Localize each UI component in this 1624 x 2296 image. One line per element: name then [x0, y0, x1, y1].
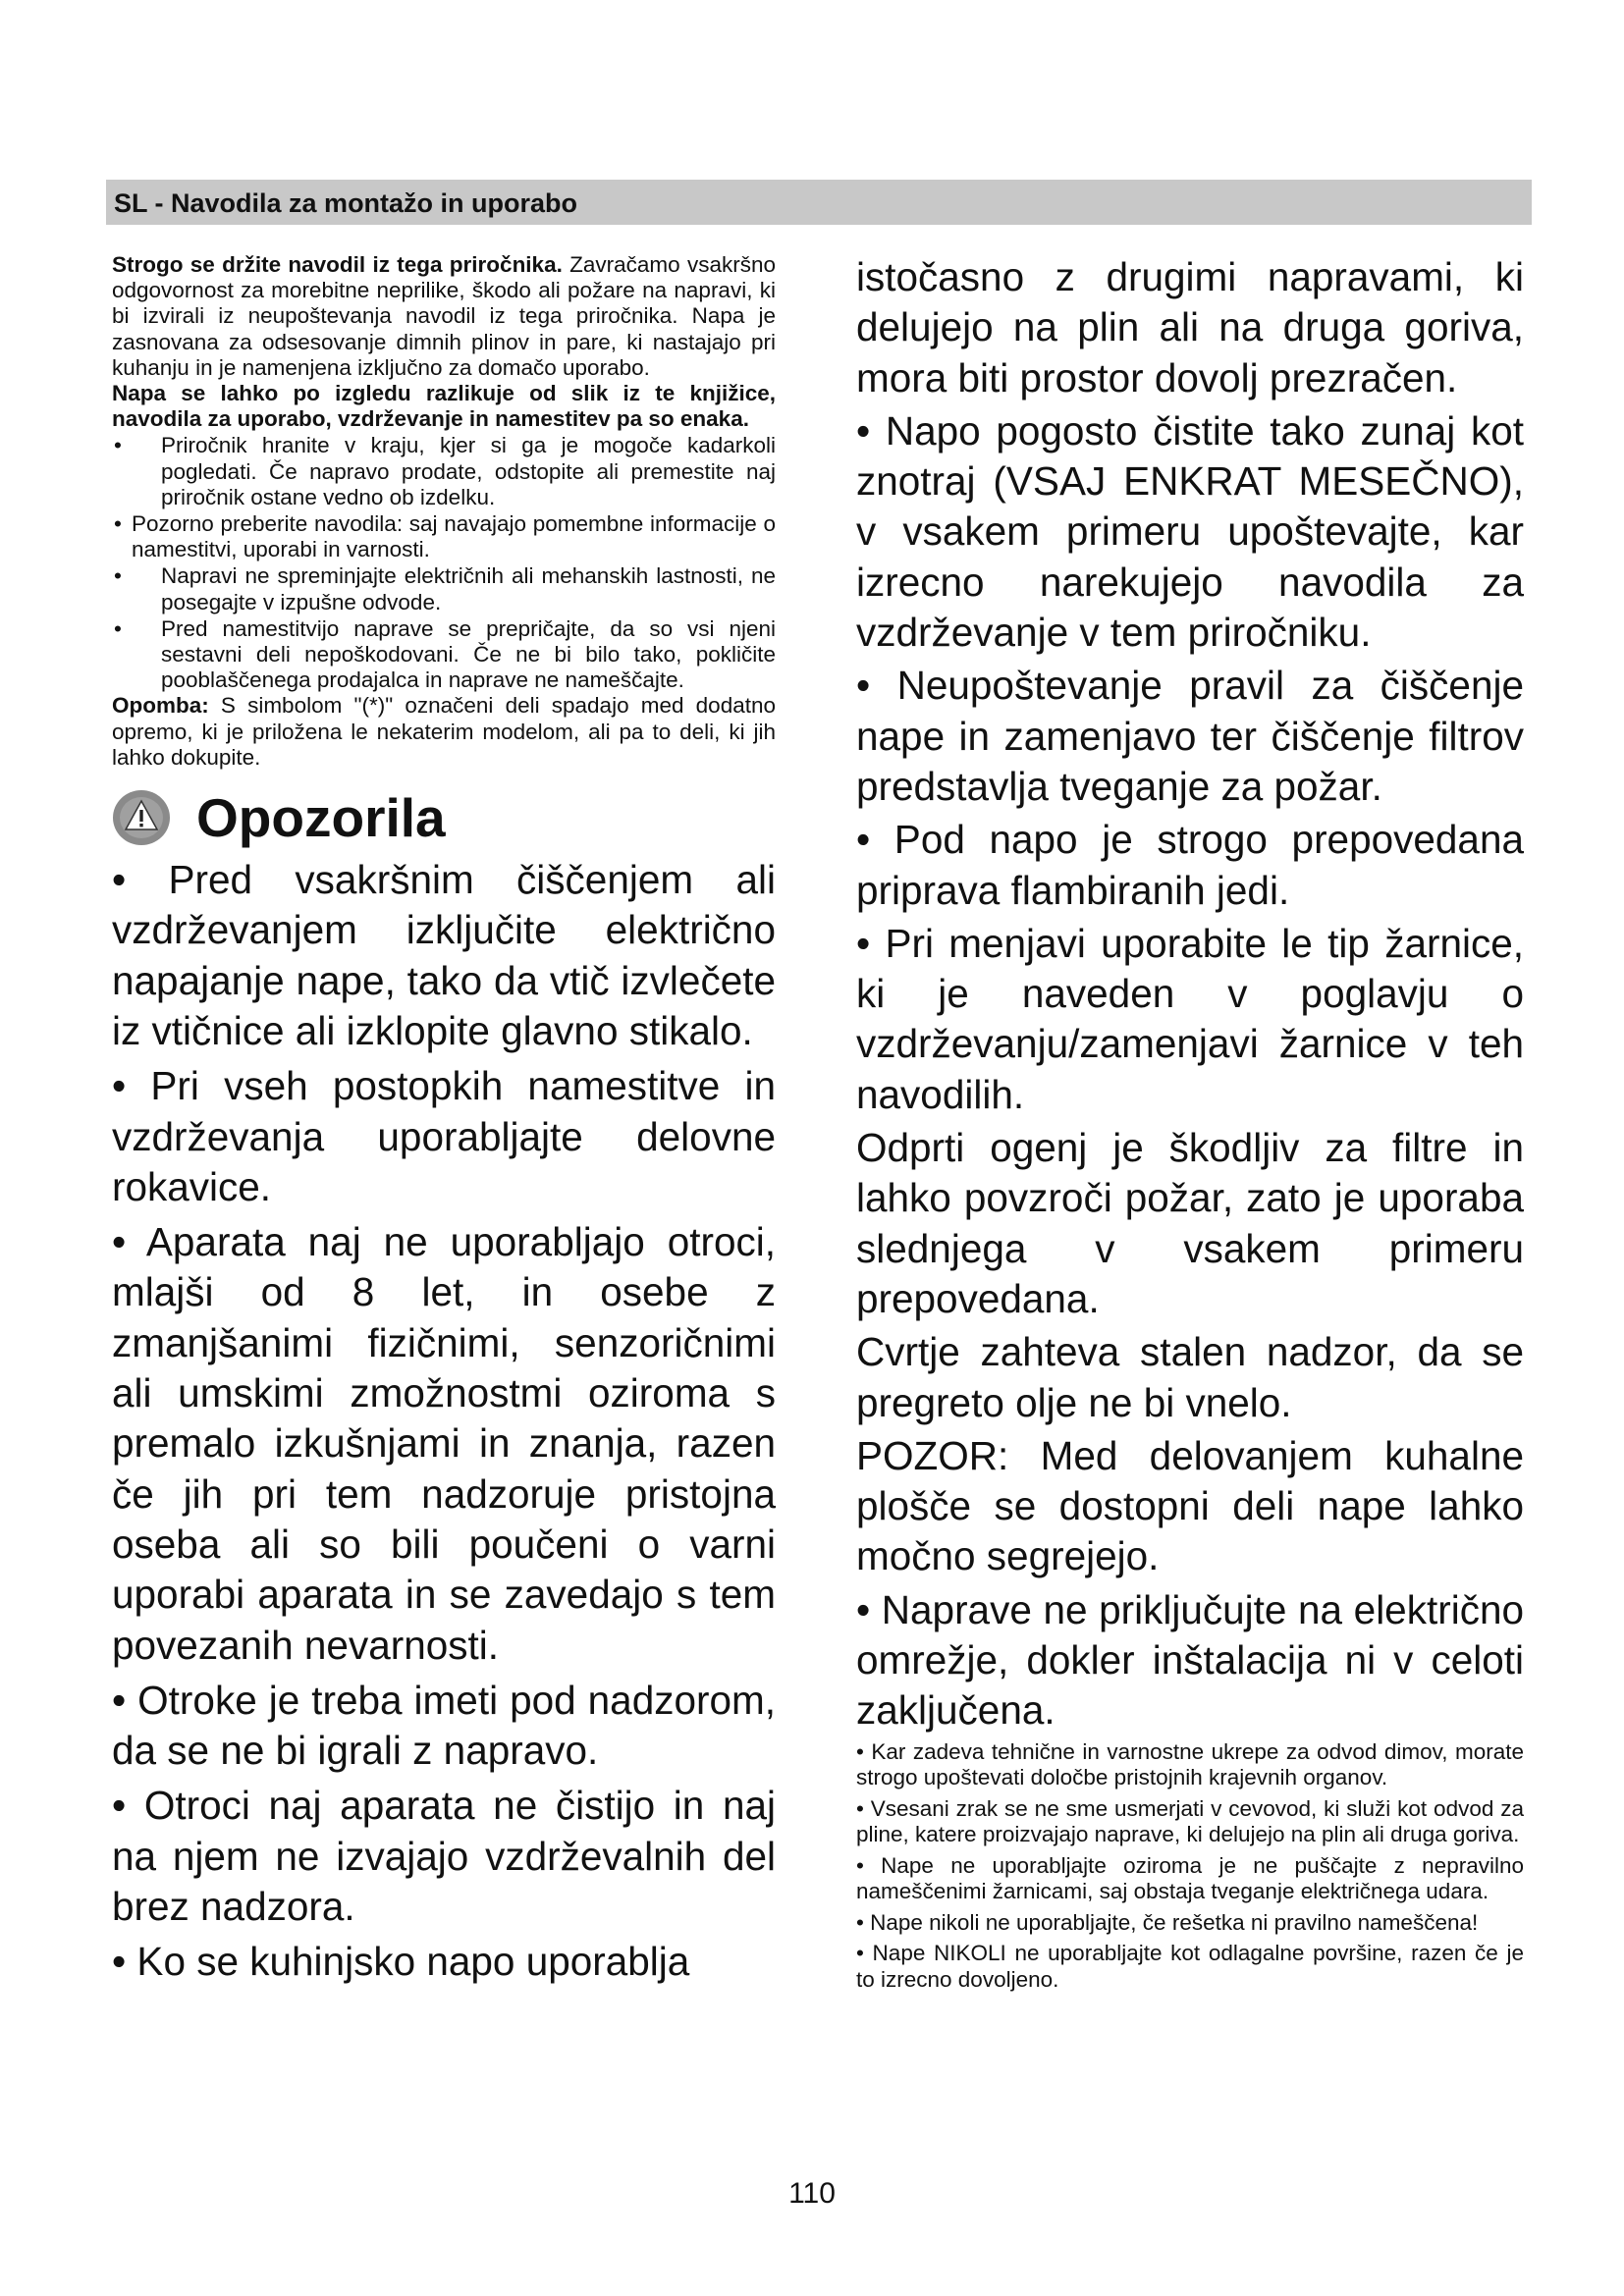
warning-item: Cvrtje zahteva stalen nadzor, da se pregreto olje ne bi vnelo.: [856, 1329, 1524, 1425]
intro-bullet: • Pozorno preberite navodila: saj navajajo pomembne informacije o namestitvi, uporabi in varnosti.: [114, 511, 776, 562]
warning-small-item: • Nape nikoli ne uporabljajte, če rešetka ni pravilno nameščena!: [856, 1909, 1479, 1935]
warnings-right-small-list: [856, 1739, 1524, 1994]
warning-item: • Neupoštevanje pravil za čiščenje nape in zamenjavo ter čiščenje filtrov predstavlja tveganje za požar.: [856, 663, 1524, 809]
warning-item: • Naprave ne priključujte na električno omrežje, dokler inštalacija ni v celoti zaključena.: [856, 1586, 1524, 1734]
intro-text: Zavračamo vsakršno odgovornost za morebitne neprilike, škodo ali požare na napravi, ki bi izvirali iz neupoštevanja navodil iz tega priročnika. Napa je zasnovana za odsesovanje dimnih plinov in pare, ki nastajajo pri kuhanju in je namenjena izključno za domačo uporabo.: [112, 252, 776, 380]
intro-bullet-text: Napravi ne spreminjajte električnih ali mehanskih lastnosti, ne posegajte v izpušne odvode.: [161, 563, 776, 614]
intro-bullet-text: Pred namestitvijo naprave se prepričajte, da so vsi njeni sestavni deli nepoškodovani. Če ne bi bilo tako, pokličite pooblaščenega prodajalca in naprave ne nameščajte.: [161, 615, 776, 693]
note-text: S simbolom "(*)" označeni deli spadajo med dodatno opremo, ki je priložena le nekaterim modelom, ali pa to deli, ki jih lahko dokupite.: [112, 693, 776, 770]
section-title: SL - Navodila za montažo in uporabo: [114, 188, 578, 218]
warning-item: • Pred vsakršnim čiščenjem ali vzdrževanjem izključite električno napajanje nape, tako da vtič izvlečete iz vtičnice ali izklopite glavno stikalo.: [112, 857, 776, 1053]
warning-small-item: • Nape NIKOLI ne uporabljajte kot odlagalne površine, razen če je to izrecno dovoljeno.: [856, 1941, 1524, 1992]
warning-item: POZOR: Med delovanjem kuhalne plošče se dostopni deli nape lahko močno segrejejo.: [856, 1432, 1524, 1579]
intro-paragraph: [112, 252, 776, 381]
section-header-bar: [106, 180, 1532, 225]
warning-item: • Otroke je treba imeti pod nadzorom, da se ne bi igrali z napravo.: [112, 1677, 776, 1774]
intro-bullet: • Priročnik hranite v kraju, kjer si ga je mogoče kadarkoli pogledati. Če napravo prodate, odstopite ali premestite naj priročnik ostane vedno ob izdelku.: [114, 433, 776, 509]
warning-item: • Pod napo je strogo prepovedana priprava flambiranih jedi.: [856, 817, 1524, 913]
warning-item: • Otroci naj aparata ne čistijo in naj na njem ne izvajajo vzdrževalnih del brez nadzora.: [112, 1783, 776, 1929]
warning-small-item: • Kar zadeva tehnične in varnostne ukrepe za odvod dimov, morate strogo upoštevati določbe pristojnih krajevnih organov.: [856, 1738, 1524, 1790]
warning-item: • Napo pogosto čistite tako zunaj kot znotraj (VSAJ ENKRAT MESEČNO), v vsakem primeru upoštevajte, kar izrecno narekujejo navodila za vzdrževanje v tem priročniku.: [856, 407, 1524, 656]
warning-item: • Pri vseh postopkih namestitve in vzdrževanja uporabljajte delovne rokavice.: [112, 1063, 776, 1209]
warning-item: Odprti ogenj je škodljiv za filtre in lahko povzroči požar, zato je uporaba slednjega v vsakem primeru prepovedana.: [856, 1125, 1524, 1321]
intro-bold-lead: Strogo se držite navodil iz tega priročnika.: [112, 252, 563, 277]
warning-small-item: • Nape ne uporabljajte oziroma je ne puščajte z nepravilno nameščenimi žarnicami, saj obstaja tveganje električnega udara.: [856, 1852, 1524, 1904]
page-number: 110: [788, 2177, 836, 2210]
intro-bullet: • Napravi ne spreminjajte električnih ali mehanskih lastnosti, ne posegajte v izpušne odvode.: [114, 563, 776, 614]
warning-item: istočasno z drugimi napravami, ki delujejo na plin ali na druga goriva, mora biti prostor dovolj prezračen.: [856, 254, 1524, 400]
warning-small-item: • Vsesani zrak se ne sme usmerjati v cevovod, ki služi kot odvod za pline, katere proizvajajo naprave, ki delujejo na plin ali druga goriva.: [856, 1795, 1524, 1847]
intro-bold-paragraph: [112, 381, 776, 432]
warnings-right-list: [856, 252, 1524, 1736]
warning-item: • Ko se kuhinjsko napo uporablja: [112, 1939, 690, 1985]
warning-icon: [112, 788, 171, 847]
right-column: [856, 252, 1524, 1998]
warnings-left-list: [112, 855, 776, 1988]
intro-block: [112, 252, 776, 771]
intro-bullet-text: Priročnik hranite v kraju, kjer si ga je mogoče kadarkoli pogledati. Če napravo prodate, odstopite ali premestite naj priročnik ostane vedno ob izdelku.: [161, 433, 776, 509]
warning-item: • Pri menjavi uporabite le tip žarnice, ki je naveden v poglavju o vzdrževanju/zamenjavi žarnice v teh navodilih.: [856, 920, 1524, 1117]
intro-bullet-text: Pozorno preberite navodila: saj navajajo pomembne informacije o namestitvi, uporabi in varnosti.: [132, 511, 776, 562]
note-paragraph: [112, 693, 776, 771]
warnings-heading: [112, 788, 776, 847]
intro-bold-text: Napa se lahko po izgledu razlikuje od slik iz te knjižice, navodila za uporabo, vzdrževanje in namestitev pa so enaka.: [112, 381, 776, 432]
warnings-title: Opozorila: [196, 787, 446, 849]
left-column: [112, 252, 776, 1993]
intro-bullet: • Pred namestitvijo naprave se prepričajte, da so vsi njeni sestavni deli nepoškodovani. Če ne bi bilo tako, pokličite pooblaščenega prodajalca in naprave ne nameščajte.: [114, 615, 776, 693]
warning-item: • Aparata naj ne uporabljajo otroci, mlajši od 8 let, in osebe z zmanjšanimi fizičnimi, senzoričnimi ali umskimi zmožnostmi oziroma s premalo izkušnjami in znanja, razen če jih pri tem nadzoruje pristojna oseba ali so bili poučeni o varni uporabi aparata in se zavedajo s tem povezanih nevarnosti.: [112, 1219, 776, 1668]
note-label: Opomba:: [112, 693, 209, 719]
